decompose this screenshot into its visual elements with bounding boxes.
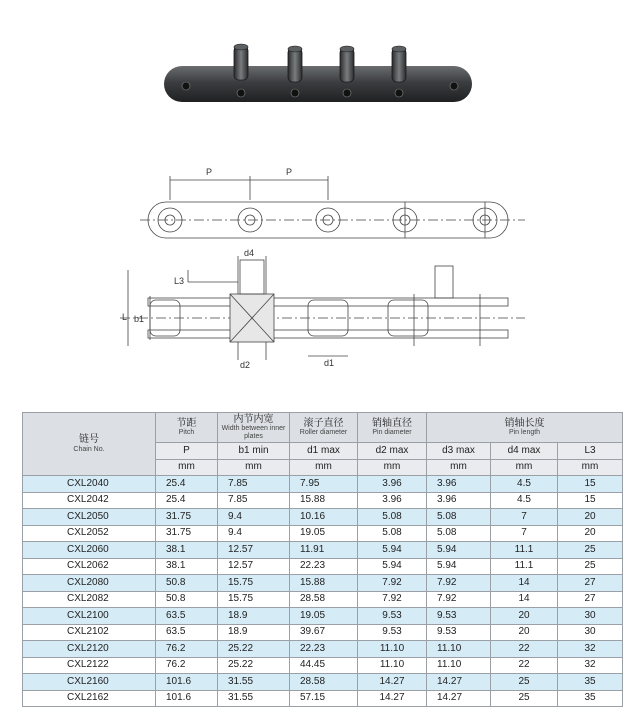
table-cell: 14.27 <box>358 674 427 691</box>
table-cell: 22.23 <box>290 641 358 658</box>
table-cell: 25 <box>491 690 558 707</box>
chain-model-cell: CXL2122 <box>23 657 156 674</box>
table-cell: 9.53 <box>427 624 491 641</box>
table-cell: 20 <box>491 624 558 641</box>
pitch-header: 节距 Pitch <box>156 413 218 443</box>
table-cell: 25.22 <box>218 641 290 658</box>
table-cell: 9.4 <box>218 525 290 542</box>
table-cell: 12.57 <box>218 542 290 559</box>
table-cell: 7.95 <box>290 476 358 493</box>
d4-label: d4 <box>244 248 255 258</box>
symbol-cell: d2 max <box>358 443 427 460</box>
table-cell: 32 <box>558 657 623 674</box>
roller-header: 滚子直径 Roller diameter <box>290 413 358 443</box>
table-cell: 9.53 <box>358 624 427 641</box>
unit-cell: mm <box>491 460 558 476</box>
table-cell: 31.55 <box>218 674 290 691</box>
table-cell: 15.88 <box>290 492 358 509</box>
table-cell: 7.92 <box>427 591 491 608</box>
d2-label: d2 <box>240 360 251 370</box>
table-cell: 12.57 <box>218 558 290 575</box>
table-cell: 20 <box>491 608 558 625</box>
table-cell: 3.96 <box>358 492 427 509</box>
table-cell: 25 <box>491 674 558 691</box>
table-cell: 5.08 <box>358 509 427 526</box>
chain-model-cell: CXL2160 <box>23 674 156 691</box>
symbol-cell: P <box>156 443 218 460</box>
table-cell: 7.92 <box>427 575 491 592</box>
b1-label: b1 <box>134 314 145 324</box>
table-cell: 39.67 <box>290 624 358 641</box>
table-cell: 27 <box>558 575 623 592</box>
table-row <box>23 591 623 608</box>
table-cell: 101.6 <box>156 674 218 691</box>
table-row <box>23 476 623 493</box>
table-row <box>23 674 623 691</box>
table-cell: 7.85 <box>218 492 290 509</box>
unit-cell: mm <box>358 460 427 476</box>
pitch-label-1: P <box>206 167 213 177</box>
table-cell: 101.6 <box>156 690 218 707</box>
table-cell: 5.94 <box>358 542 427 559</box>
table-cell: 57.15 <box>290 690 358 707</box>
table-cell: 76.2 <box>156 641 218 658</box>
unit-cell: mm <box>156 460 218 476</box>
table-cell: 18.9 <box>218 608 290 625</box>
table-row <box>23 558 623 575</box>
unit-cell: mm <box>290 460 358 476</box>
table-cell: 18.9 <box>218 624 290 641</box>
table-cell: 22.23 <box>290 558 358 575</box>
table-cell: 5.08 <box>427 509 491 526</box>
d1-label: d1 <box>324 358 335 368</box>
chain-model-cell: CXL2052 <box>23 525 156 542</box>
table-cell: 25 <box>558 558 623 575</box>
spec-table <box>22 412 623 707</box>
table-cell: 9.53 <box>427 608 491 625</box>
table-cell: 9.53 <box>358 608 427 625</box>
unit-cell: mm <box>218 460 290 476</box>
table-cell: 27 <box>558 591 623 608</box>
table-row <box>23 657 623 674</box>
table-row <box>23 624 623 641</box>
table-cell: 25 <box>558 542 623 559</box>
table-cell: 30 <box>558 608 623 625</box>
table-cell: 30 <box>558 624 623 641</box>
table-cell: 35 <box>558 690 623 707</box>
table-cell: 31.75 <box>156 525 218 542</box>
table-row <box>23 608 623 625</box>
symbol-cell: b1 min <box>218 443 290 460</box>
table-cell: 4.5 <box>491 476 558 493</box>
chain-model-cell: CXL2040 <box>23 476 156 493</box>
table-cell: 76.2 <box>156 657 218 674</box>
symbol-cell: L3 <box>558 443 623 460</box>
chain-model-cell: CXL2120 <box>23 641 156 658</box>
unit-cell: mm <box>558 460 623 476</box>
table-cell: 14 <box>491 591 558 608</box>
unit-cell: mm <box>427 460 491 476</box>
table-cell: 32 <box>558 641 623 658</box>
table-cell: 14.27 <box>427 690 491 707</box>
table-cell: 3.96 <box>427 492 491 509</box>
chain-model-cell: CXL2100 <box>23 608 156 625</box>
table-cell: 11.91 <box>290 542 358 559</box>
table-cell: 38.1 <box>156 542 218 559</box>
chain-technical-drawing <box>120 160 530 370</box>
table-cell: 19.05 <box>290 608 358 625</box>
chain-model-cell: CXL2062 <box>23 558 156 575</box>
l3-label: L3 <box>174 276 185 286</box>
table-cell: 5.94 <box>427 558 491 575</box>
table-cell: 50.8 <box>156 575 218 592</box>
table-cell: 25.4 <box>156 492 218 509</box>
chain-model-cell: CXL2080 <box>23 575 156 592</box>
chain-model-cell: CXL2082 <box>23 591 156 608</box>
table-cell: 38.1 <box>156 558 218 575</box>
table-cell: 25.4 <box>156 476 218 493</box>
table-cell: 3.96 <box>358 476 427 493</box>
table-cell: 28.58 <box>290 674 358 691</box>
chain-model-cell: CXL2050 <box>23 509 156 526</box>
table-cell: 5.94 <box>427 542 491 559</box>
symbol-cell: d3 max <box>427 443 491 460</box>
table-cell: 20 <box>558 525 623 542</box>
table-cell: 11.10 <box>427 641 491 658</box>
pin-length-header: 销轴长度 Pin length <box>427 413 623 443</box>
table-cell: 19.05 <box>290 525 358 542</box>
table-cell: 11.1 <box>491 542 558 559</box>
table-cell: 15.75 <box>218 575 290 592</box>
table-row <box>23 690 623 707</box>
table-cell: 15.88 <box>290 575 358 592</box>
pin-diameter-header: 销轴直径 Pin diameter <box>358 413 427 443</box>
symbol-cell: d1 max <box>290 443 358 460</box>
table-cell: 7.85 <box>218 476 290 493</box>
chain-photo <box>160 38 480 118</box>
table-cell: 20 <box>558 509 623 526</box>
chain-no-header: 链号 Chain No. <box>23 413 156 476</box>
table-cell: 7.92 <box>358 575 427 592</box>
table-row <box>23 509 623 526</box>
table-cell: 35 <box>558 674 623 691</box>
table-cell: 14.27 <box>358 690 427 707</box>
table-cell: 3.96 <box>427 476 491 493</box>
table-cell: 7 <box>491 525 558 542</box>
pitch-label-2: P <box>286 167 293 177</box>
table-cell: 11.1 <box>491 558 558 575</box>
table-cell: 14 <box>491 575 558 592</box>
table-cell: 5.08 <box>358 525 427 542</box>
table-cell: 4.5 <box>491 492 558 509</box>
table-cell: 14.27 <box>427 674 491 691</box>
table-cell: 31.75 <box>156 509 218 526</box>
table-cell: 50.8 <box>156 591 218 608</box>
table-cell: 5.08 <box>427 525 491 542</box>
table-row <box>23 575 623 592</box>
table-row <box>23 492 623 509</box>
table-cell: 28.58 <box>290 591 358 608</box>
table-cell: 10.16 <box>290 509 358 526</box>
table-cell: 15.75 <box>218 591 290 608</box>
table-cell: 9.4 <box>218 509 290 526</box>
table-cell: 22 <box>491 657 558 674</box>
table-cell: 11.10 <box>427 657 491 674</box>
table-cell: 11.10 <box>358 657 427 674</box>
width-header: 内节内宽 Width between inner plates <box>218 413 290 443</box>
table-cell: 22 <box>491 641 558 658</box>
table-cell: 25.22 <box>218 657 290 674</box>
chain-model-cell: CXL2042 <box>23 492 156 509</box>
table-cell: 7 <box>491 509 558 526</box>
table-cell: 31.55 <box>218 690 290 707</box>
table-cell: 63.5 <box>156 608 218 625</box>
table-cell: 7.92 <box>358 591 427 608</box>
table-cell: 44.45 <box>290 657 358 674</box>
table-row <box>23 542 623 559</box>
chain-model-cell: CXL2060 <box>23 542 156 559</box>
symbol-cell: d4 max <box>491 443 558 460</box>
table-row <box>23 525 623 542</box>
l-label: L <box>122 312 128 322</box>
chain-model-cell: CXL2162 <box>23 690 156 707</box>
table-cell: 11.10 <box>358 641 427 658</box>
chain-model-cell: CXL2102 <box>23 624 156 641</box>
table-cell: 5.94 <box>358 558 427 575</box>
table-row <box>23 641 623 658</box>
table-cell: 15 <box>558 492 623 509</box>
table-cell: 63.5 <box>156 624 218 641</box>
table-cell: 15 <box>558 476 623 493</box>
